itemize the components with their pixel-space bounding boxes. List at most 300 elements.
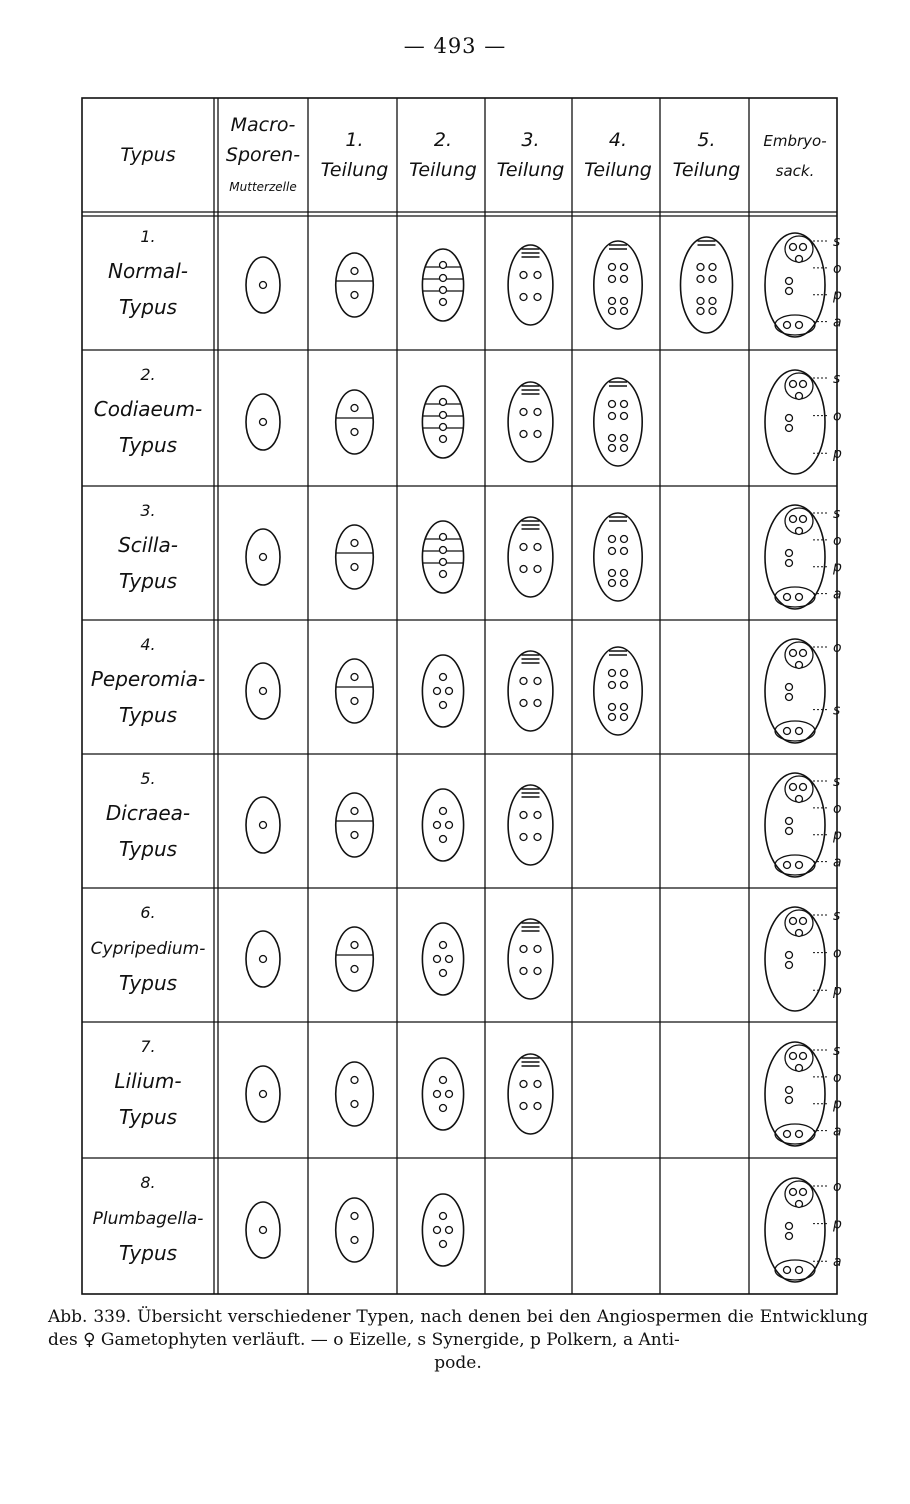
column-header-text: 1. [345, 129, 364, 151]
stage-figure [422, 521, 463, 593]
nucleus [351, 698, 358, 705]
nucleus [440, 571, 447, 578]
type-label-text: Scilla- [118, 533, 178, 557]
nucleus [434, 688, 441, 695]
nucleus [609, 413, 616, 420]
nucleus [351, 808, 358, 815]
column-header-text: sack. [775, 162, 815, 180]
type-label-text: Typus [118, 837, 178, 861]
nucleus [351, 429, 358, 436]
nucleus [800, 918, 807, 925]
type-label-text: Peperomia- [90, 667, 206, 691]
stage-figure [508, 651, 553, 731]
nucleus [796, 862, 803, 869]
nucleus [351, 292, 358, 299]
nucleus [786, 694, 793, 701]
nucleus [609, 548, 616, 555]
embryo-part-label: p [833, 1216, 842, 1233]
column-header-text: 2. [433, 129, 453, 151]
nucleus [440, 702, 447, 709]
embryo-part-label: a [833, 1254, 842, 1271]
nucleus [786, 560, 793, 567]
nucleus [786, 818, 793, 825]
nucleus [609, 682, 616, 689]
type-label-text: Lilium- [114, 1069, 182, 1093]
nucleus [351, 268, 358, 275]
nucleus [709, 264, 716, 271]
nucleus [440, 942, 447, 949]
embryo-part-label: p [833, 559, 842, 576]
nucleus [440, 436, 447, 443]
nucleus [786, 952, 793, 959]
stage-figure [422, 249, 463, 321]
nucleus [440, 1213, 447, 1220]
column-header-text: Embryo- [763, 132, 827, 150]
stage-figure [422, 386, 463, 458]
embryo-part-label: a [833, 854, 842, 871]
stage-figure [336, 793, 374, 857]
type-label-text: Typus [118, 433, 178, 457]
nucleus [786, 1223, 793, 1230]
nucleus [534, 834, 541, 841]
nucleus [784, 594, 791, 601]
nucleus [621, 445, 628, 452]
nucleus [786, 1233, 793, 1240]
nucleus [534, 946, 541, 953]
nucleus [790, 1189, 797, 1196]
stage-figure [246, 1066, 280, 1122]
column-header-text: Teilung [672, 159, 741, 181]
embryo-part-label: o [833, 1069, 842, 1086]
nucleus [784, 1267, 791, 1274]
nucleus [621, 548, 628, 555]
nucleus [446, 822, 453, 829]
nucleus [790, 244, 797, 251]
nucleus [434, 1091, 441, 1098]
nucleus [786, 550, 793, 557]
nucleus [440, 275, 447, 282]
column-header-text: Typus [120, 144, 176, 166]
nucleus [534, 968, 541, 975]
nucleus [790, 381, 797, 388]
stage-figure [422, 923, 463, 995]
nucleus [520, 968, 527, 975]
nucleus [534, 678, 541, 685]
nucleus [440, 970, 447, 977]
embryo-part-label: a [833, 314, 842, 331]
nucleus [434, 1227, 441, 1234]
embryo-part-label: s [833, 774, 841, 790]
type-label-text: Typus [118, 295, 178, 319]
stage-figure [246, 797, 280, 853]
nucleus [609, 308, 616, 315]
embryo-part-label: p [833, 983, 842, 1000]
stage-figure [422, 655, 463, 727]
nucleus [534, 272, 541, 279]
type-label-text: 1. [140, 227, 156, 246]
nucleus [440, 559, 447, 566]
nucleus [786, 425, 793, 432]
nucleus [351, 540, 358, 547]
nucleus [796, 1131, 803, 1138]
nucleus [790, 650, 797, 657]
nucleus [621, 308, 628, 315]
nucleus [609, 670, 616, 677]
nucleus [796, 728, 803, 735]
nucleus [520, 946, 527, 953]
type-label-text: Typus [118, 703, 178, 727]
nucleus [697, 276, 704, 283]
nucleus [796, 594, 803, 601]
nucleus [786, 1097, 793, 1104]
cell-outline [422, 923, 463, 995]
cell-outline [422, 789, 463, 861]
column-header-text: Sporen- [225, 144, 301, 166]
cell-outline [594, 241, 642, 329]
nucleus [351, 564, 358, 571]
nucleus [440, 1105, 447, 1112]
nucleus [520, 1081, 527, 1088]
table-type-labels [91, 227, 206, 1265]
stage-figure [594, 241, 642, 329]
nucleus [534, 544, 541, 551]
nucleus [609, 704, 616, 711]
nucleus [520, 544, 527, 551]
nucleus [800, 381, 807, 388]
stage-figure [508, 1054, 553, 1134]
stage-figure [336, 525, 374, 589]
type-label-text: Dicraea- [105, 801, 191, 825]
stage-figure [336, 390, 374, 454]
nucleus [440, 836, 447, 843]
nucleus [440, 287, 447, 294]
nucleus [534, 431, 541, 438]
embryo-part-label: s [833, 234, 841, 250]
table-cell-figures [246, 233, 842, 1282]
stage-figure [765, 1042, 842, 1146]
nucleus [800, 244, 807, 251]
type-label-text: 8. [140, 1173, 156, 1192]
nucleus [609, 298, 616, 305]
nucleus [351, 1077, 358, 1084]
cell-outline [422, 386, 463, 458]
nucleus [520, 431, 527, 438]
nucleus [786, 288, 793, 295]
cell-outline [594, 513, 642, 601]
nucleus [520, 700, 527, 707]
embryo-part-label: a [833, 1123, 842, 1140]
nucleus [790, 784, 797, 791]
nucleus [520, 834, 527, 841]
nucleus [609, 580, 616, 587]
nucleus [621, 570, 628, 577]
nucleus [440, 412, 447, 419]
nucleus [440, 1241, 447, 1248]
nucleus [800, 784, 807, 791]
nucleus [534, 700, 541, 707]
embryo-part-label: s [833, 702, 841, 719]
nucleus [786, 278, 793, 285]
stage-figure [422, 1058, 463, 1130]
embryo-part-label: s [833, 1043, 841, 1059]
nucleus [520, 812, 527, 819]
nucleus [800, 516, 807, 523]
column-header-text: Teilung [584, 159, 652, 181]
type-label-text: Codiaeum- [93, 397, 203, 421]
caption-text-end: pode. [434, 1353, 482, 1373]
embryo-part-label: o [833, 408, 842, 425]
cell-outline [336, 927, 374, 991]
column-header-text: Teilung [320, 159, 389, 181]
nucleus [351, 1101, 358, 1108]
nucleus [609, 435, 616, 442]
embryo-part-label: p [833, 1096, 842, 1113]
stage-figure [336, 1062, 374, 1126]
embryo-part-label: s [833, 908, 841, 924]
stage-figure [508, 517, 553, 597]
nucleus [621, 536, 628, 543]
nucleus [709, 298, 716, 305]
cell-outline [422, 1194, 463, 1266]
nucleus [351, 942, 358, 949]
nucleus [520, 294, 527, 301]
column-header-text: Macro- [230, 114, 296, 136]
cell-outline [336, 525, 374, 589]
stage-figure [765, 639, 842, 743]
nucleus [260, 956, 267, 963]
stage-figure [508, 245, 553, 325]
nucleus [800, 1189, 807, 1196]
nucleus [440, 674, 447, 681]
column-header-text: Teilung [496, 159, 565, 181]
nucleus [434, 956, 441, 963]
type-label-text: Cypripedium- [90, 939, 206, 959]
type-label-text: 7. [140, 1037, 156, 1056]
nucleus [351, 966, 358, 973]
nucleus [796, 930, 803, 937]
nucleus [609, 445, 616, 452]
nucleus [534, 566, 541, 573]
nucleus [790, 516, 797, 523]
nucleus [440, 534, 447, 541]
type-label-text: Typus [118, 1105, 178, 1129]
nucleus [697, 298, 704, 305]
embryo-part-label: o [833, 945, 842, 962]
cell-outline [336, 253, 374, 317]
stage-figure [246, 663, 280, 719]
stage-figure [594, 378, 642, 466]
nucleus [440, 424, 447, 431]
nucleus [609, 714, 616, 721]
nucleus [796, 528, 803, 535]
type-label-text: Typus [118, 569, 178, 593]
type-label-text: Typus [118, 1241, 178, 1265]
stage-figure [336, 927, 374, 991]
table-header-row [120, 114, 826, 194]
nucleus [534, 812, 541, 819]
stage-figure [594, 647, 642, 735]
nucleus [260, 554, 267, 561]
stage-figure [508, 919, 553, 999]
nucleus [520, 272, 527, 279]
type-label-text: Normal- [108, 259, 188, 283]
nucleus [440, 808, 447, 815]
cell-outline [422, 1058, 463, 1130]
column-header-text: 3. [521, 129, 540, 151]
embryo-part-label: o [833, 260, 842, 277]
embryo-part-label: p [833, 287, 842, 304]
cell-outline [422, 521, 463, 593]
nucleus [786, 684, 793, 691]
nucleus [790, 918, 797, 925]
nucleus [440, 547, 447, 554]
cell-outline [336, 659, 374, 723]
nucleus [446, 1091, 453, 1098]
stage-figure [765, 505, 842, 609]
nucleus [796, 393, 803, 400]
nucleus [621, 276, 628, 283]
embryo-part-label: p [833, 827, 842, 844]
nucleus [796, 256, 803, 263]
nucleus [796, 1267, 803, 1274]
nucleus [260, 1227, 267, 1234]
stage-figure [336, 253, 374, 317]
nucleus [609, 264, 616, 271]
stage-figure [246, 529, 280, 585]
stage-figure [681, 237, 733, 333]
nucleus [520, 566, 527, 573]
type-label-text: 3. [140, 501, 156, 520]
cell-outline [336, 793, 374, 857]
nucleus [440, 399, 447, 406]
cell-outline [681, 237, 733, 333]
embryo-part-label: o [833, 532, 842, 549]
stage-figure [336, 1198, 374, 1262]
figure-caption [48, 1306, 868, 1375]
nucleus [621, 704, 628, 711]
page-number: — 493 — [403, 34, 507, 58]
nucleus [621, 714, 628, 721]
embryo-part-label: o [833, 1179, 842, 1195]
type-label-text: 2. [140, 365, 156, 384]
nucleus [786, 1087, 793, 1094]
nucleus [260, 1091, 267, 1098]
nucleus [697, 308, 704, 315]
nucleus [609, 276, 616, 283]
embryo-part-label: s [833, 371, 841, 387]
nucleus [784, 1131, 791, 1138]
nucleus [796, 1201, 803, 1208]
nucleus [446, 956, 453, 963]
nucleus [351, 674, 358, 681]
stage-figure [594, 513, 642, 601]
type-label-text: 4. [140, 635, 156, 654]
type-label-text: Typus [118, 971, 178, 995]
nucleus [784, 728, 791, 735]
nucleus [621, 264, 628, 271]
stage-figure [765, 1178, 842, 1282]
stage-figure [765, 370, 842, 474]
type-label-text: Plumbagella- [92, 1209, 204, 1229]
nucleus [800, 650, 807, 657]
stage-figure [765, 233, 842, 337]
stage-figure [765, 773, 842, 877]
nucleus [534, 1081, 541, 1088]
nucleus [621, 435, 628, 442]
stage-figure [246, 1202, 280, 1258]
nucleus [609, 570, 616, 577]
nucleus [520, 1103, 527, 1110]
nucleus [534, 409, 541, 416]
nucleus [260, 688, 267, 695]
column-header-text: 4. [608, 129, 628, 151]
nucleus [796, 796, 803, 803]
column-header-text: 5. [697, 129, 716, 151]
embryo-part-label: o [833, 640, 842, 656]
stage-figure [336, 659, 374, 723]
nucleus [800, 1053, 807, 1060]
nucleus [440, 1077, 447, 1084]
nucleus [434, 822, 441, 829]
nucleus [621, 401, 628, 408]
nucleus [520, 678, 527, 685]
embryo-part-label: o [833, 800, 842, 817]
cell-outline [594, 378, 642, 466]
embryo-part-label: p [833, 446, 842, 463]
stage-figure [246, 394, 280, 450]
column-header-text: Teilung [409, 159, 477, 181]
nucleus [621, 298, 628, 305]
nucleus [351, 1213, 358, 1220]
nucleus [520, 409, 527, 416]
nucleus [351, 1237, 358, 1244]
stage-figure [765, 907, 842, 1011]
cell-outline [336, 1198, 374, 1262]
nucleus [446, 1227, 453, 1234]
cell-outline [422, 249, 463, 321]
nucleus [534, 1103, 541, 1110]
nucleus [621, 670, 628, 677]
nucleus [790, 1053, 797, 1060]
nucleus [260, 282, 267, 289]
nucleus [440, 262, 447, 269]
column-header-text: Mutterzelle [229, 180, 297, 194]
cell-outline [336, 390, 374, 454]
nucleus [621, 682, 628, 689]
nucleus [786, 962, 793, 969]
nucleus [621, 413, 628, 420]
stage-figure [246, 931, 280, 987]
nucleus [440, 299, 447, 306]
type-label-text: 5. [140, 769, 156, 788]
nucleus [260, 419, 267, 426]
nucleus [784, 862, 791, 869]
nucleus [351, 405, 358, 412]
caption-text: Abb. 339. Übersicht verschiedener Typen, nach denen bei den Angiospermen die Entwicklung des ♀ Gametophyten verläuft. — o Eizelle, s Synergide, p Polkern, a Anti- [48, 1307, 868, 1350]
type-label-text: 6. [140, 903, 156, 922]
nucleus [260, 822, 267, 829]
nucleus [709, 276, 716, 283]
stage-figure [422, 1194, 463, 1266]
nucleus [351, 832, 358, 839]
stage-figure [508, 785, 553, 865]
embryo-part-label: s [833, 506, 841, 522]
stage-figure [246, 257, 280, 313]
stage-figure [508, 382, 553, 462]
nucleus [786, 415, 793, 422]
nucleus [784, 322, 791, 329]
nucleus [796, 662, 803, 669]
